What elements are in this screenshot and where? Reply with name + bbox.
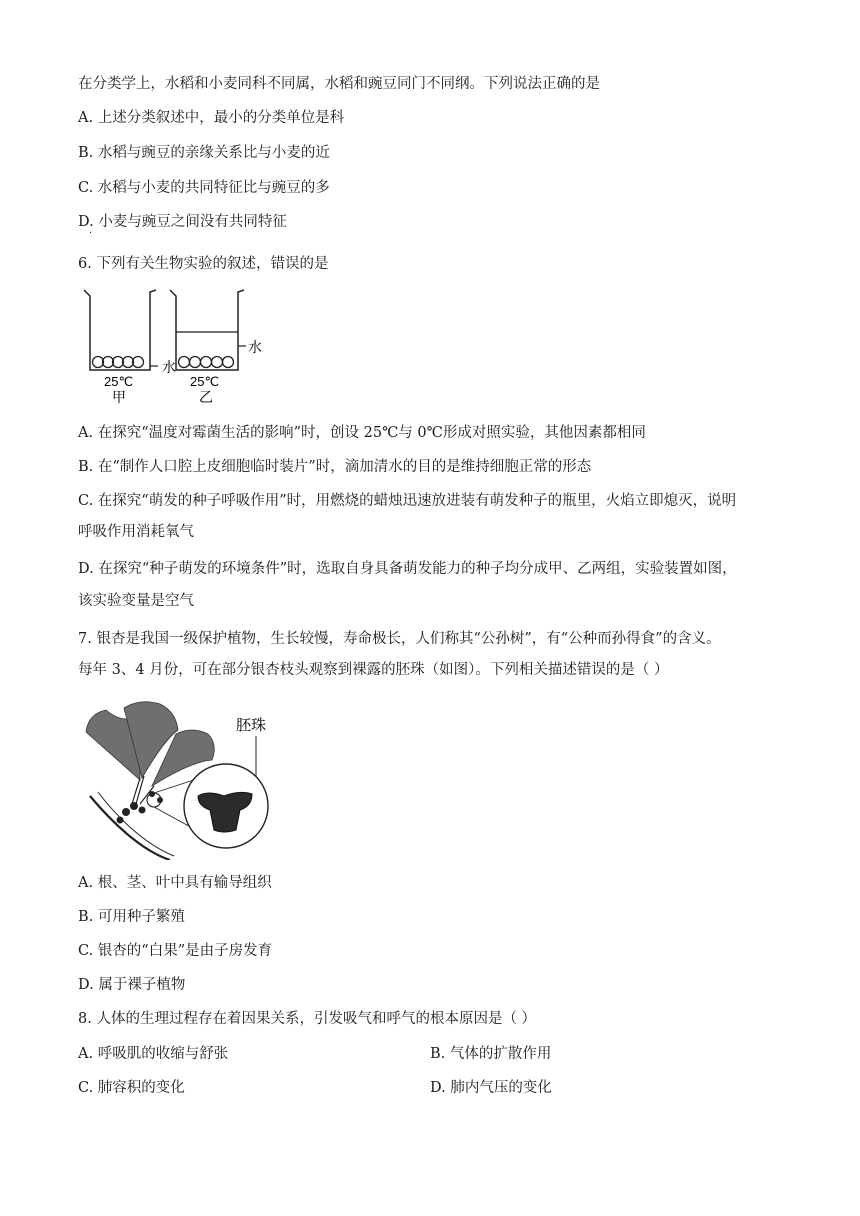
q5-option-b: B. 水稻与豌豆的亲缘关系比与小麦的近 bbox=[78, 145, 330, 161]
q5-option-d: D. 小麦与豌豆之间没有共同特征 bbox=[78, 214, 287, 230]
q7-option-d: D. 属于裸子植物 bbox=[78, 977, 186, 993]
q6-option-b: B. 在“制作人口腔上皮细胞临时装片”时，滴加清水的目的是维持细胞正常的形态 bbox=[78, 459, 592, 475]
ginkgo-figure bbox=[80, 700, 280, 860]
name-label-yi: 乙 bbox=[199, 389, 213, 404]
temp-label-jia: 25℃ bbox=[104, 374, 134, 389]
temp-label-yi: 25℃ bbox=[190, 374, 220, 389]
ovule-label: 胚珠 bbox=[236, 717, 267, 734]
q7-option-b: B. 可用种子繁殖 bbox=[78, 909, 185, 925]
q7-option-c: C. 银杏的“白果”是由子房发育 bbox=[78, 943, 273, 959]
water-label-yi: 水 bbox=[248, 339, 262, 355]
q8-option-d: D. 肺内气压的变化 bbox=[430, 1080, 552, 1096]
q7-stem-line1: 7. 银杏是我国一级保护植物，生长较慢，寿命极长，人们称其“公孙树”，有“公种而孙得食”的含义。 bbox=[78, 631, 721, 647]
q7-option-a: A. 根、茎、叶中具有输导组织 bbox=[78, 875, 272, 891]
water-label-jia: 水 bbox=[162, 359, 176, 375]
seeds-yi bbox=[179, 357, 234, 368]
q8-stem: 8. 人体的生理过程存在着因果关系，引发吸气和呼气的根本原因是（ ） bbox=[78, 1011, 537, 1027]
q8-option-b: B. 气体的扩散作用 bbox=[430, 1046, 552, 1062]
q6-option-d-line2: 该实验变量是空气 bbox=[78, 593, 194, 609]
q6-option-d-line1: D. 在探究“种子萌发的环境条件”时，选取自身具备萌发能力的种子均分成甲、乙两组，实验装置如图， bbox=[78, 561, 737, 577]
ginkgo-leaves bbox=[86, 702, 214, 786]
q6-option-a: A. 在探究“温度对霉菌生活的影响”时，创设 25℃与 0℃形成对照实验，其他因素都相同 bbox=[78, 425, 646, 441]
q6-option-c-line2: 呼吸作用消耗氧气 bbox=[78, 524, 194, 540]
q5-stem: 在分类学上，水稻和小麦同科不同属，水稻和豌豆同门不同纲。下列说法正确的是 bbox=[78, 76, 600, 92]
q6-option-c-line1: C. 在探究“萌发的种子呼吸作用”时，用燃烧的蜡烛迅速放进装有萌发种子的瓶里，火焰立即熄灭，说明 bbox=[78, 493, 737, 509]
seeds-jia bbox=[93, 357, 144, 368]
q7-stem-line2: 每年 3、4 月份，可在部分银杏枝头观察到裸露的胚珠（如图）。下列相关描述错误的是（ ） bbox=[78, 662, 669, 678]
q8-option-c: C. 肺容积的变化 bbox=[78, 1080, 185, 1096]
name-label-jia: 甲 bbox=[112, 389, 126, 404]
q6-stem: 6. 下列有关生物实验的叙述，错误的是 bbox=[78, 256, 329, 272]
beaker-figure bbox=[78, 286, 278, 404]
q8-option-a: A. 呼吸肌的收缩与舒张 bbox=[78, 1046, 229, 1062]
q5-option-c: C. 水稻与小麦的共同特征比与豌豆的多 bbox=[78, 180, 330, 196]
stray-dot: · bbox=[89, 228, 93, 239]
q5-option-a: A. 上述分类叙述中，最小的分类单位是科 bbox=[78, 110, 345, 126]
